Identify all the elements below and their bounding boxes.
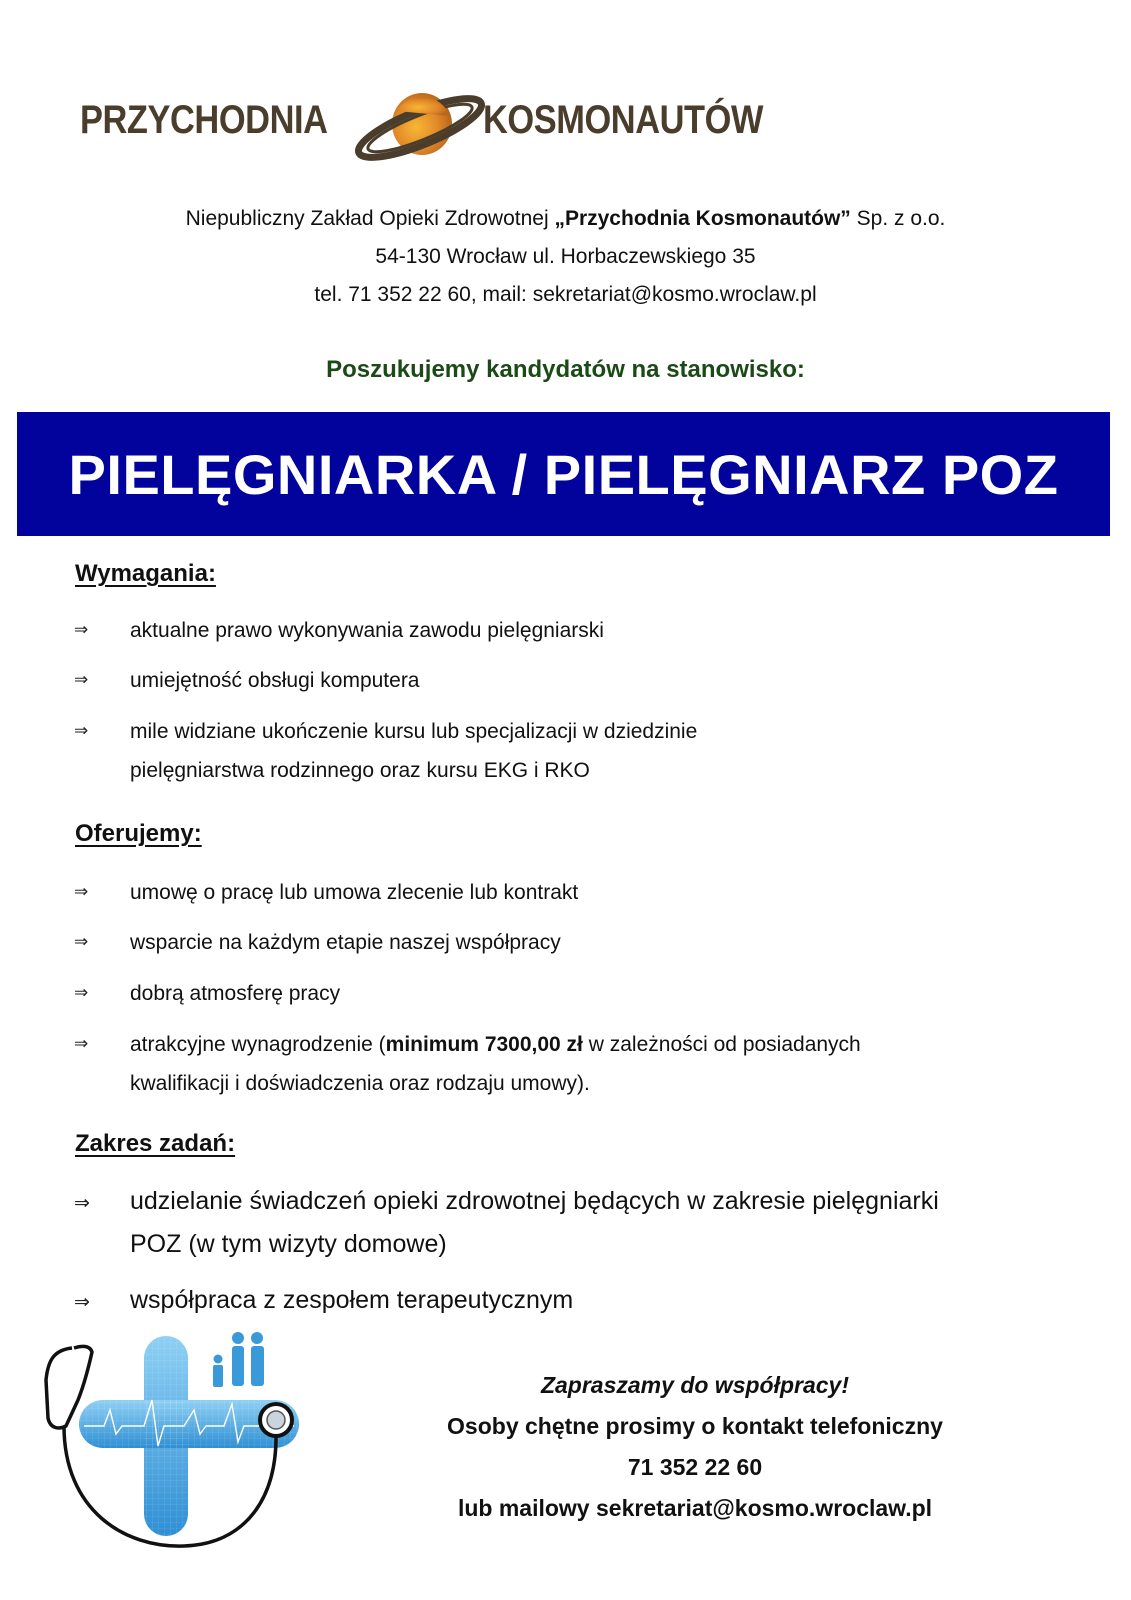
duties-heading: Zakres zadań: [75, 1130, 236, 1157]
requirements-heading: Wymagania: [75, 560, 216, 587]
arrow-bullet-icon: ⇒ [74, 882, 89, 901]
org-prefix: Niepubliczny Zakład Opieki Zdrowotnej [185, 207, 555, 230]
contact-request-text: Osoby chętne prosimy o kontakt telefoniczny [447, 1413, 943, 1439]
arrow-bullet-icon: ⇒ [74, 1193, 90, 1214]
saturn-planet-icon [350, 86, 490, 166]
invite-text: Zapraszamy do współpracy! [540, 1372, 850, 1398]
logo-word-left: PRZYCHODNIA [80, 98, 328, 142]
list-item-text-continued: kwalifikacji i doświadczenia oraz rodzaju umowy). [130, 1072, 590, 1095]
list-item-text: umiejętność obsługi komputera [130, 669, 420, 692]
contact-phone: 71 352 22 60 [627, 1454, 763, 1480]
list-item-text: udzielanie świadczeń opieki zdrowotnej będących w zakresie pielęgniarki [130, 1187, 939, 1215]
contact-info: tel. 71 352 22 60, mail: sekretariat@kosmo.wroclaw.pl [314, 283, 817, 306]
position-banner [17, 412, 1110, 536]
arrow-bullet-icon: ⇒ [74, 983, 89, 1002]
org-suffix: Sp. z o.o. [850, 207, 946, 230]
position-title: PIELĘGNIARKA / PIELĘGNIARZ POZ [68, 442, 1059, 506]
organization-name [0, 207, 1131, 231]
seeking-heading: Poszukujemy kandydatów na stanowisko: [326, 356, 805, 383]
list-item-text: aktualne prawo wykonywania zawodu pielęgniarski [130, 619, 604, 642]
clinic-logo [78, 92, 798, 162]
salary-post: w zależności od posiadanych [582, 1033, 861, 1056]
org-name-bold: „Przychodnia Kosmonautów” [554, 207, 851, 230]
salary-pre: atrakcyjne wynagrodzenie ( [130, 1033, 386, 1056]
logo-word-right: KOSMONAUTÓW [483, 98, 763, 142]
salary-amount: minimum 7300,00 zł [385, 1033, 583, 1056]
offer-heading: Oferujemy: [75, 820, 202, 847]
list-item-text: współpraca z zespołem terapeutycznym [130, 1286, 574, 1314]
arrow-bullet-icon: ⇒ [74, 1292, 90, 1313]
list-item-text: umowę o pracę lub umowa zlecenie lub kontrakt [130, 881, 579, 904]
arrow-bullet-icon: ⇒ [74, 932, 89, 951]
arrow-bullet-icon: ⇒ [74, 620, 89, 639]
contact-email: lub mailowy sekretariat@kosmo.wroclaw.pl [457, 1495, 933, 1521]
address: 54-130 Wrocław ul. Horbaczewskiego 35 [375, 245, 756, 268]
list-item-text: wsparcie na każdym etapie naszej współpracy [130, 931, 561, 954]
list-item-text [130, 1025, 861, 1064]
medical-cross-stethoscope-family-icon [44, 1330, 300, 1552]
list-item-text: dobrą atmosferę pracy [130, 982, 341, 1005]
list-item-text-continued: pielęgniarstwa rodzinnego oraz kursu EKG i RKO [130, 759, 590, 782]
arrow-bullet-icon: ⇒ [74, 1034, 89, 1053]
list-item-text: mile widziane ukończenie kursu lub specjalizacji w dziedzinie [130, 720, 698, 743]
arrow-bullet-icon: ⇒ [74, 670, 89, 689]
list-item-text-continued: POZ (w tym wizyty domowe) [130, 1230, 447, 1258]
arrow-bullet-icon: ⇒ [74, 721, 89, 740]
